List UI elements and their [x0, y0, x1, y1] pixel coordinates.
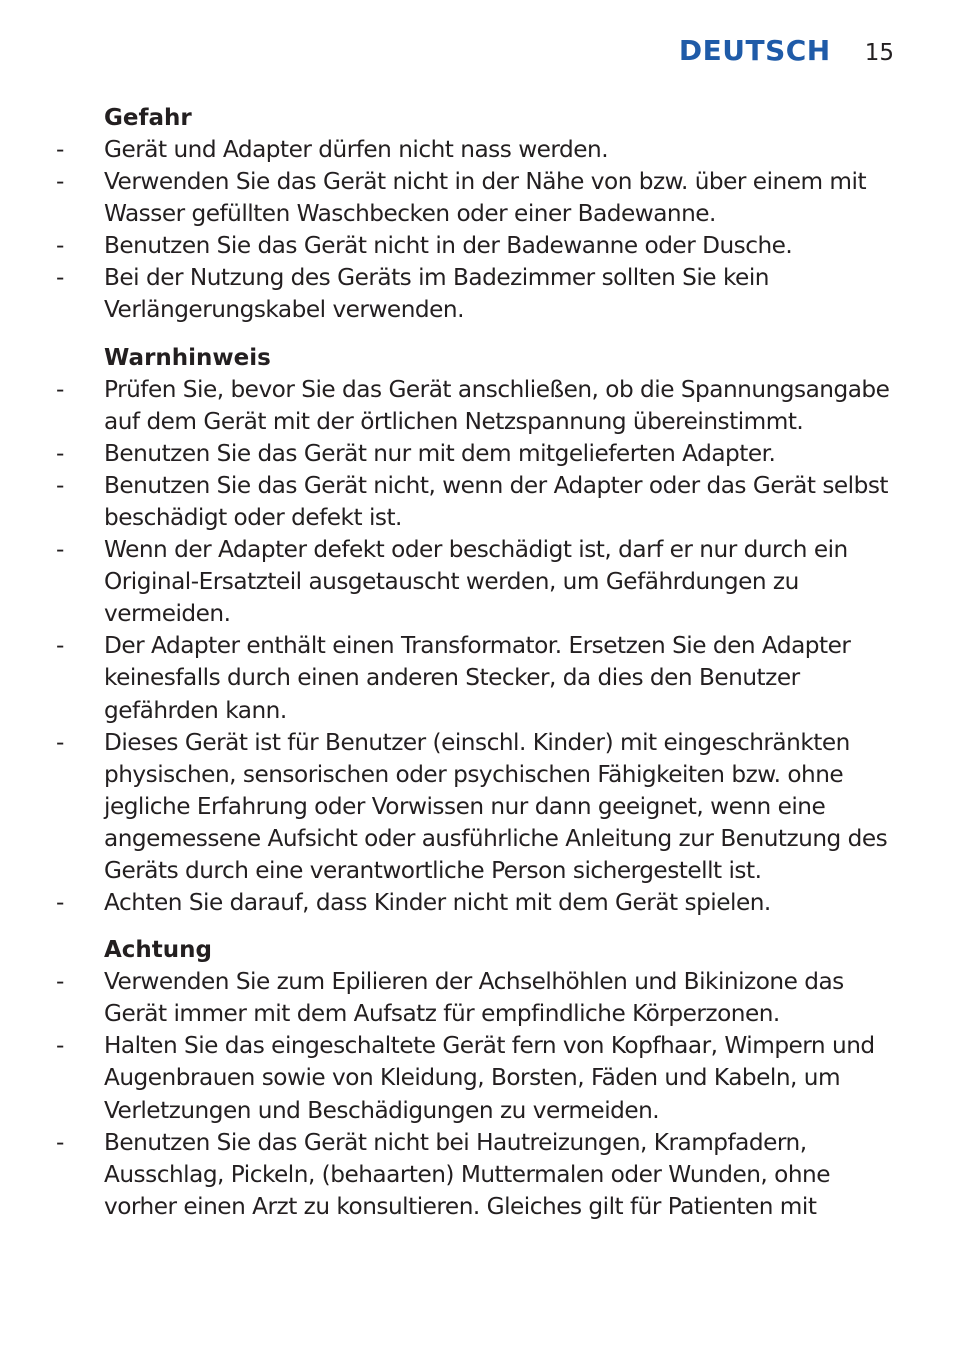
bullet-dash: -	[56, 264, 64, 292]
bullet-dash: -	[56, 439, 64, 467]
bullet-dash: -	[56, 889, 64, 917]
list-item-text: Halten Sie das eingeschaltete Gerät fern von Kopfhaar, Wimpern und Augenbrauen sowie von Kleidung, Borsten, Fäden und Kabeln, um Verletzungen und Beschädigungen zu vermeiden.	[104, 1032, 875, 1124]
bullet-dash: -	[56, 728, 64, 756]
section-achtung	[56, 934, 896, 1223]
list-item	[56, 1127, 896, 1223]
section-warnhinweis	[56, 342, 896, 920]
bullet-dash: -	[56, 136, 64, 163]
list-item	[56, 374, 896, 438]
list-item	[56, 727, 896, 887]
list-item-text: Verwenden Sie das Gerät nicht in der Nähe von bzw. über einem mit Wasser gefüllten Waschbecken oder einer Badewanne.	[104, 168, 867, 228]
list-item	[56, 966, 896, 1030]
bullet-dash: -	[56, 232, 64, 260]
list-item	[56, 166, 896, 230]
bullet-dash: -	[56, 1128, 64, 1156]
language-label: DEUTSCH	[678, 34, 831, 67]
list-item	[56, 1030, 896, 1126]
section-heading: Warnhinweis	[104, 344, 271, 371]
list-item-text: Benutzen Sie das Gerät nicht, wenn der Adapter oder das Gerät selbst beschädigt oder defekt ist.	[104, 471, 889, 531]
bullet-dash: -	[56, 375, 64, 403]
page-number: 15	[864, 40, 894, 66]
list-item	[56, 470, 896, 534]
list-item-text: Dieses Gerät ist für Benutzer (einschl. Kinder) mit eingeschränkten physischen, sensorischen oder psychischen Fähigkeiten bzw. ohne jegliche Erfahrung oder Vorwissen nur dann geeignet, wenn eine angemessene Aufsicht oder ausführliche Anleitung zur Benutzung des Geräts durch eine verantwortliche Person sichergestellt ist.	[104, 728, 888, 884]
list-item-text: Achten Sie darauf, dass Kinder nicht mit dem Gerät spielen.	[104, 889, 771, 917]
bullet-dash: -	[56, 1032, 64, 1060]
bullet-dash: -	[56, 168, 64, 196]
list-item-text: Benutzen Sie das Gerät nur mit dem mitgelieferten Adapter.	[104, 439, 776, 467]
bullet-dash: -	[56, 968, 64, 996]
list-item-text: Prüfen Sie, bevor Sie das Gerät anschließen, ob die Spannungsangabe auf dem Gerät mit der örtlichen Netzspannung übereinstimmt.	[104, 375, 890, 435]
list-item-text: Bei der Nutzung des Geräts im Badezimmer sollten Sie kein Verlängerungskabel verwenden.	[104, 264, 769, 324]
document-body	[56, 102, 896, 1238]
bullet-dash: -	[56, 632, 64, 660]
section-gefahr	[56, 102, 896, 327]
bullet-dash: -	[56, 536, 64, 564]
list-item-text: Verwenden Sie zum Epilieren der Achselhöhlen und Bikinizone das Gerät immer mit dem Aufsatz für empfindliche Körperzonen.	[104, 968, 844, 1028]
list-item-text: Gerät und Adapter dürfen nicht nass werden.	[104, 136, 609, 163]
section-heading: Gefahr	[104, 105, 192, 131]
list-item-text: Der Adapter enthält einen Transformator. Ersetzen Sie den Adapter keinesfalls durch einen anderen Stecker, da dies den Benutzer gefährden kann.	[104, 632, 851, 724]
list-item	[56, 534, 896, 630]
list-item	[56, 438, 896, 470]
list-item-text: Wenn der Adapter defekt oder beschädigt ist, darf er nur durch ein Original-Ersatzteil ausgetauscht werden, um Gefährdungen zu vermeiden.	[104, 536, 848, 628]
list-item	[56, 630, 896, 726]
list-item	[56, 887, 896, 919]
section-heading: Achtung	[104, 937, 213, 964]
list-item	[56, 262, 896, 326]
list-item-text: Benutzen Sie das Gerät nicht bei Hautreizungen, Krampfadern, Ausschlag, Pickeln, (behaarten) Muttermalen oder Wunden, ohne vorher einen Arzt zu konsultieren. Gleiches gilt für Patienten mit	[104, 1128, 831, 1220]
page-header	[679, 34, 894, 67]
list-item-text: Benutzen Sie das Gerät nicht in der Badewanne oder Dusche.	[104, 232, 793, 260]
list-item	[56, 134, 896, 166]
list-item	[56, 230, 896, 262]
bullet-dash: -	[56, 471, 64, 499]
